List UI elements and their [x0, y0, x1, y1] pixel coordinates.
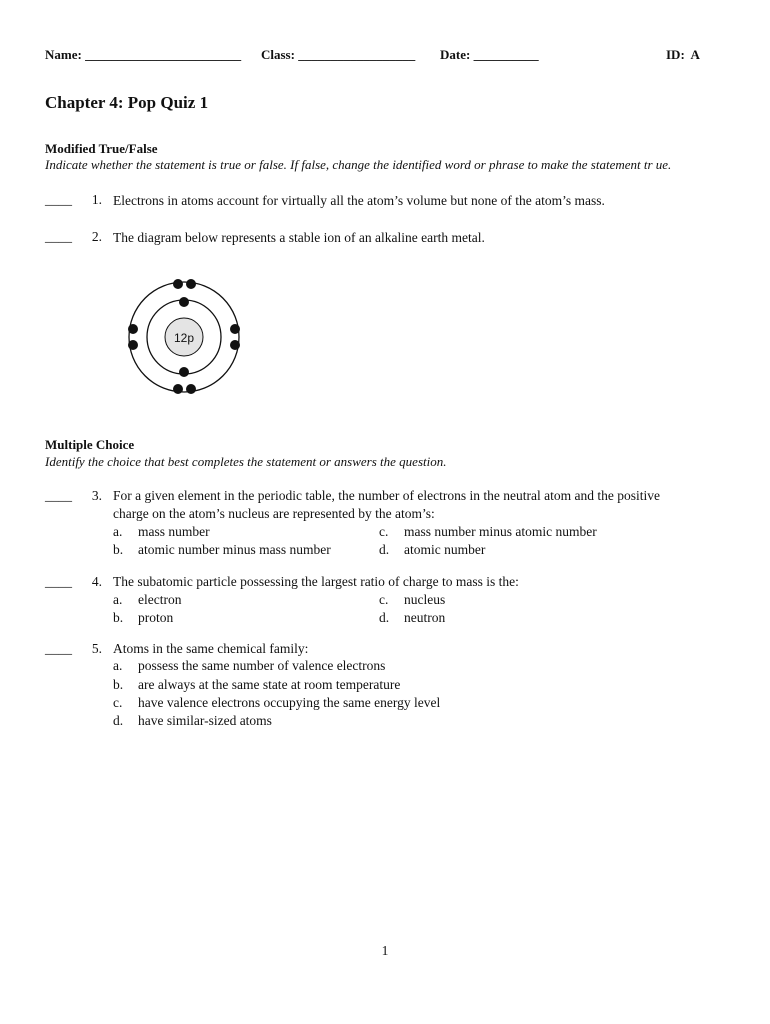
option-letter: a. — [113, 658, 123, 673]
option-letter: c. — [113, 695, 123, 710]
question-number: 5. — [91, 641, 102, 656]
answer-option — [113, 542, 331, 558]
answer-option — [113, 658, 385, 674]
electron — [179, 297, 189, 307]
answer-blank[interactable]: ____ — [45, 192, 72, 207]
option-letter: d. — [113, 713, 124, 728]
answer-option — [113, 592, 181, 608]
nucleus-label: 12p — [173, 331, 195, 345]
option-letter: b. — [113, 610, 124, 625]
section-heading-multiple-choice: Multiple Choice — [45, 437, 135, 452]
answer-option — [379, 542, 485, 558]
question-number: 1. — [91, 192, 102, 207]
option-letter: b. — [113, 677, 124, 692]
date-field[interactable]: Date: __________ — [440, 47, 539, 62]
option-letter: d. — [379, 610, 390, 625]
id-label: ID: A — [666, 47, 700, 62]
option-text: have similar-sized atoms — [138, 713, 272, 728]
page-title: Chapter 4: Pop Quiz 1 — [45, 93, 209, 112]
option-text: mass number minus atomic number — [404, 524, 597, 539]
option-letter: c. — [379, 524, 389, 539]
electron — [173, 384, 183, 394]
option-text: are always at the same state at room temperature — [138, 677, 401, 692]
answer-option — [113, 695, 440, 711]
ion-diagram — [120, 270, 250, 400]
question-number: 3. — [91, 488, 102, 503]
electron — [186, 384, 196, 394]
option-text: mass number — [138, 524, 210, 539]
option-letter: a. — [113, 592, 123, 607]
answer-blank[interactable]: ____ — [45, 229, 72, 244]
electron — [179, 367, 189, 377]
question-text: Atoms in the same chemical family: — [113, 641, 309, 656]
answer-option — [113, 524, 210, 540]
electron — [186, 279, 196, 289]
electron — [128, 340, 138, 350]
question-text: charge on the atom’s nucleus are represented by the atom’s: — [113, 506, 435, 521]
option-text: have valence electrons occupying the same energy level — [138, 695, 441, 710]
answer-option — [379, 610, 445, 626]
page-number: 1 — [381, 943, 389, 958]
question-text: The subatomic particle possessing the largest ratio of charge to mass is the: — [113, 574, 519, 589]
answer-option — [113, 713, 272, 729]
answer-option — [113, 677, 400, 693]
answer-blank[interactable]: ____ — [45, 641, 72, 656]
answer-option — [379, 524, 597, 540]
section-heading-true-false: Modified True/False — [45, 141, 158, 156]
option-text: nucleus — [404, 592, 446, 607]
option-letter: d. — [379, 542, 390, 557]
option-letter: b. — [113, 542, 124, 557]
option-text: possess the same number of valence electrons — [138, 658, 386, 673]
question-number: 4. — [91, 574, 102, 589]
class-field[interactable]: Class: __________________ — [261, 47, 416, 62]
option-text: atomic number minus mass number — [138, 542, 331, 557]
answer-option — [113, 610, 173, 626]
answer-option — [379, 592, 445, 608]
question-text: The diagram below represents a stable ion of an alkaline earth metal. — [113, 230, 485, 245]
section-instructions-true-false: Indicate whether the statement is true or false. If false, change the identified word or phrase to make the statement tr ue. — [45, 157, 672, 172]
electron — [173, 279, 183, 289]
answer-blank[interactable]: ____ — [45, 574, 72, 589]
option-letter: c. — [379, 592, 389, 607]
name-field[interactable]: Name: ________________________ — [45, 47, 242, 62]
option-text: electron — [138, 592, 182, 607]
option-text: neutron — [404, 610, 446, 625]
electron — [128, 324, 138, 334]
option-letter: a. — [113, 524, 123, 539]
question-text: For a given element in the periodic table, the number of electrons in the neutral atom and the positive — [113, 488, 660, 503]
electron — [230, 324, 240, 334]
electron — [230, 340, 240, 350]
question-number: 2. — [91, 229, 102, 244]
answer-blank[interactable]: ____ — [45, 488, 72, 503]
option-text: proton — [138, 610, 174, 625]
option-text: atomic number — [404, 542, 486, 557]
question-text: Electrons in atoms account for virtually all the atom’s volume but none of the atom’s mass. — [113, 193, 605, 208]
section-instructions-multiple-choice: Identify the choice that best completes the statement or answers the question. — [45, 454, 447, 469]
